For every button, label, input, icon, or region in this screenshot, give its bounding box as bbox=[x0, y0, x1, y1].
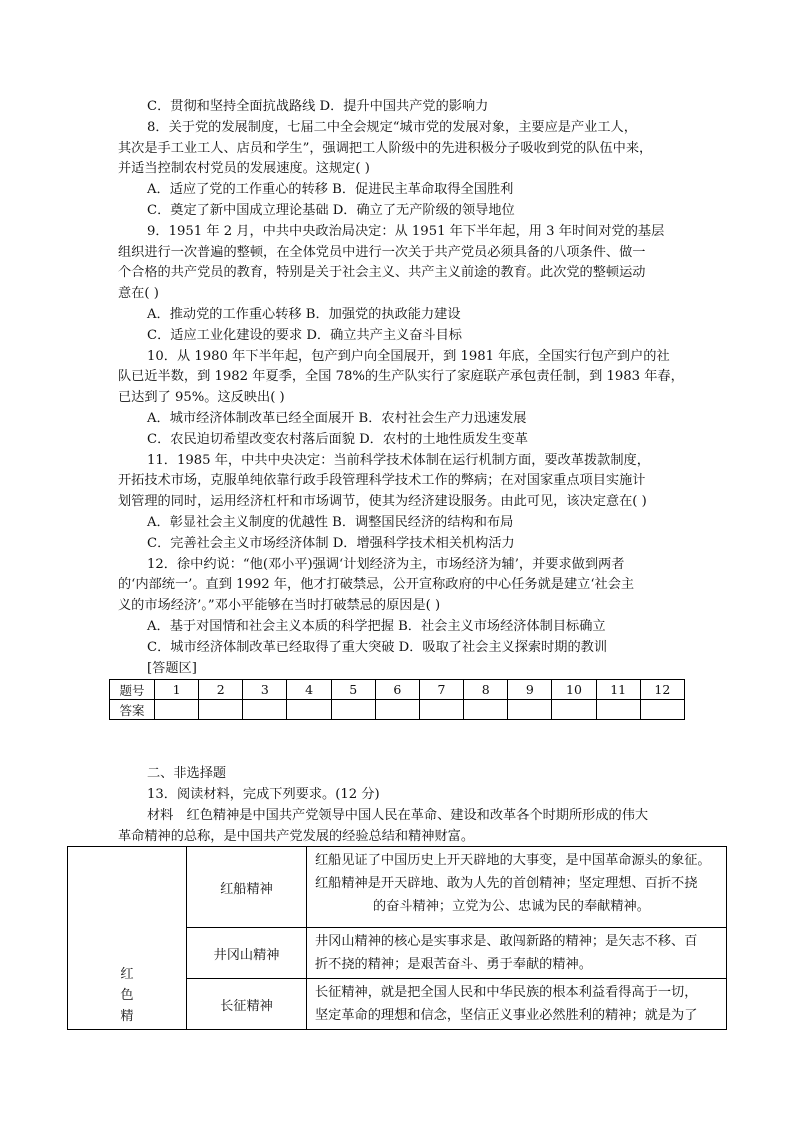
answer-option-line: A．城市经济体制改革已经全面展开 B．农村社会生产力迅速发展 bbox=[147, 411, 527, 426]
answer-grid-answer-row bbox=[110, 700, 685, 720]
description-line: 折不挠的精神；是艰苦奋斗、勇于奉献的精神。 bbox=[315, 957, 592, 972]
question-text-line: 其次是手工业工人、店员和学生”，强调把工人阶级中的先进积极分子吸收到党的队伍中来， bbox=[118, 140, 653, 156]
question-text-line: 开拓技术市场，克服单纯依靠行政手段管理科学技术工作的弊病；在对国家重点项目实施计 bbox=[118, 473, 646, 489]
question-text-line: 划管理的同时，运用经济杠杆和市场调节，使其为经济建设服务。由此可见，该决定意在( ) bbox=[118, 494, 647, 510]
answer-cell[interactable] bbox=[508, 700, 552, 720]
question-text-line: 并适当控制农村党员的发展速度。这规定( ) bbox=[118, 161, 370, 177]
answer-option-line: C．适应工业化建设的要求 D．确立共产主义奋斗目标 bbox=[147, 327, 462, 343]
question-text-line: 8．关于党的发展制度，七届二中全会规定“城市党的发展对象，主要应是产业工人， bbox=[147, 119, 637, 135]
question-number: 2 bbox=[199, 680, 243, 700]
question-number: 9 bbox=[508, 680, 552, 700]
description-line: 的奋斗精神；立党为公、忠诚为民的奉献精神。 bbox=[373, 899, 650, 914]
question-number: 1 bbox=[155, 680, 199, 700]
question-number: 3 bbox=[243, 680, 287, 700]
answer-cell[interactable] bbox=[199, 700, 243, 720]
answer-cell[interactable] bbox=[375, 700, 419, 720]
question-number: 5 bbox=[331, 680, 375, 700]
side-char: 红 bbox=[120, 967, 134, 982]
answer-option-line: C．农民迫切希望改变农村落后面貌 D．农村的土地性质发生变革 bbox=[147, 431, 528, 447]
red-spirit-table bbox=[67, 846, 727, 1030]
answer-option-line: C．完善社会主义市场经济体制 D．增强科学技术相关机构活力 bbox=[147, 535, 515, 551]
question-13-prompt: 13．阅读材料，完成下列要求。(12 分) bbox=[147, 787, 380, 802]
answer-cell[interactable] bbox=[243, 700, 287, 720]
question-text-line: 队已近半数，到 1982 年夏季，全国 78%的生产队实行了家庭联产承包责任制，到 1983 年春， bbox=[118, 369, 684, 385]
spirit-row bbox=[68, 847, 727, 928]
side-char: 色 bbox=[120, 988, 134, 1003]
question-number: 7 bbox=[419, 680, 463, 700]
answer-cell[interactable] bbox=[155, 700, 199, 720]
question-text-line: 的‘内部统一’。直到 1992 年，他才打破禁忌，公开宣称政府的中心任务就是建立‘社会主 bbox=[118, 577, 635, 593]
answer-grid-row-label: 题号 bbox=[110, 680, 155, 700]
question-text-line: 12．徐中约说：“他(邓小平)强调‘计划经济为主，市场经济为辅’，并要求做到两者 bbox=[147, 556, 625, 572]
red-spirit-side-label bbox=[68, 847, 187, 1030]
question-text-line: 组织进行一次普遍的整顿，在全体党员中进行一次关于共产党员必须具备的八项条件、做一 bbox=[118, 244, 646, 260]
answer-cell[interactable] bbox=[331, 700, 375, 720]
description-line: 红船见证了中国历史上开天辟地的大事变，是中国革命源头的象征。 bbox=[315, 853, 711, 868]
section-heading: 二、非选择题 bbox=[147, 766, 227, 781]
question-text-line: 义的市场经济’。”邓小平能够在当时打破禁忌的原因是( ) bbox=[118, 598, 441, 614]
question-number: 8 bbox=[464, 680, 508, 700]
answer-option-line: A．推动党的工作重心转移 B．加强党的执政能力建设 bbox=[147, 307, 461, 322]
side-char: 精 bbox=[120, 1009, 134, 1024]
answer-option-line: A．基于对国情和社会主义本质的科学把握 B．社会主义市场经济体制目标确立 bbox=[147, 619, 606, 634]
question-text-line: 意在( ) bbox=[118, 286, 159, 302]
description-line: 长征精神，就是把全国人民和中华民族的根本利益看得高于一切， bbox=[315, 985, 698, 1000]
answer-option-line: C．奠定了新中国成立理论基础 D．确立了无产阶级的领导地位 bbox=[147, 203, 515, 218]
description-line: 井冈山精神的核心是实事求是、敢闯新路的精神；是矢志不移、百 bbox=[315, 934, 698, 949]
answer-cell[interactable] bbox=[287, 700, 331, 720]
answer-option-line: C．城市经济体制改革已经取得了重大突破 D．吸取了社会主义探索时期的教训 bbox=[147, 639, 608, 655]
answer-option-line: C．贯彻和坚持全面抗战路线 D．提升中国共产党的影响力 bbox=[147, 99, 489, 114]
question-text-line: 10．从 1980 年下半年起，包产到户向全国展开，到 1981 年底，全国实行包产到户的社 bbox=[147, 348, 670, 364]
spirit-name: 井冈山精神 bbox=[187, 928, 307, 979]
answer-cell[interactable] bbox=[419, 700, 463, 720]
spirit-description bbox=[307, 928, 727, 979]
answer-cell[interactable] bbox=[596, 700, 640, 720]
question-number: 12 bbox=[640, 680, 684, 700]
answer-option-line: A．彰显社会主义制度的优越性 B．调整国民经济的结构和布局 bbox=[147, 515, 514, 530]
question-text-line: 个合格的共产党员的教育，特别是关于社会主义、共产主义前途的教育。此次党的整顿运动 bbox=[118, 265, 646, 281]
answer-cell[interactable] bbox=[464, 700, 508, 720]
question-text-line: 11．1985 年，中共中央决定：当前科学技术体制在运行机制方面，要改革拨款制度， bbox=[147, 452, 650, 468]
spirit-description bbox=[307, 847, 727, 928]
question-number: 4 bbox=[287, 680, 331, 700]
answer-grid bbox=[109, 679, 685, 720]
answer-cell[interactable] bbox=[640, 700, 684, 720]
answer-grid-number-row bbox=[110, 680, 685, 700]
answer-option-line: A．适应了党的工作重心的转移 B．促进民主革命取得全国胜利 bbox=[147, 182, 514, 198]
question-number: 11 bbox=[596, 680, 640, 700]
question-number: 10 bbox=[552, 680, 596, 700]
material-intro-line: 材料 红色精神是中国共产党领导中国人民在革命、建设和改革各个时期所形成的伟大 bbox=[147, 808, 649, 823]
answer-option-line: [答题区] bbox=[147, 660, 197, 676]
question-number: 6 bbox=[375, 680, 419, 700]
spirit-name: 红船精神 bbox=[187, 847, 307, 928]
description-line: 坚定革命的理想和信念，坚信正义事业必然胜利的精神；就是为了 bbox=[315, 1008, 698, 1023]
answer-cell[interactable] bbox=[552, 700, 596, 720]
question-text-line: 9．1951 年 2 月，中共中央政治局决定：从 1951 年下半年起，用 3 年时间对党的基层 bbox=[147, 223, 665, 239]
spirit-name: 长征精神 bbox=[187, 979, 307, 1030]
material-intro-line: 革命精神的总称，是中国共产党发展的经验总结和精神财富。 bbox=[118, 829, 475, 844]
answer-grid-row-label: 答案 bbox=[110, 700, 155, 720]
description-line: 红船精神是开天辟地、敢为人先的首创精神；坚定理想、百折不挠 bbox=[315, 876, 698, 891]
spirit-description bbox=[307, 979, 727, 1030]
question-text-line: 已达到了 95%。这反映出( ) bbox=[118, 390, 285, 406]
